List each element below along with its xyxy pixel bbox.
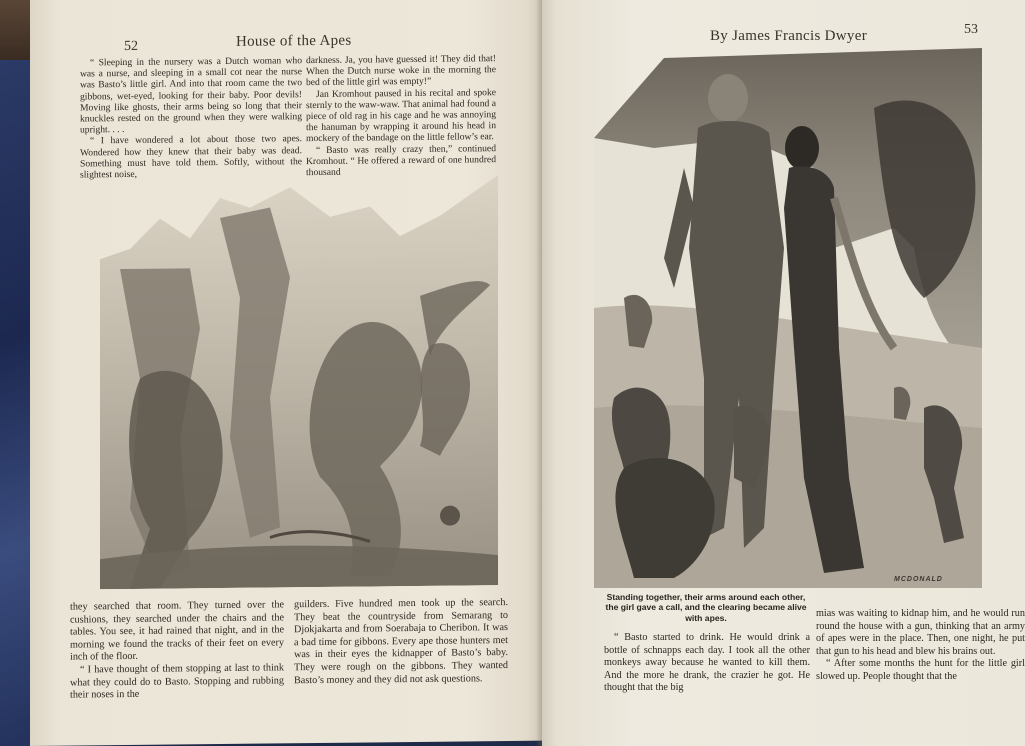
page-number-left: 52 — [124, 38, 138, 55]
right-bottom-column-2 — [816, 608, 1025, 684]
illustration-couple-with-apes — [594, 48, 982, 588]
left-bottom-column-2 — [294, 597, 508, 687]
paragraph: “ Sleeping in the nursery was a Dutch woman who was a nurse, and sleeping in a small cot near the nurse was Basto’s little girl. And into that room came the two gibbons, wet-eyed, looking for their baby. Poor devils! Moving like ghosts, their arms being so long that their knuckles rested on the ground when they were walking upright. . . . — [80, 55, 302, 136]
running-head-title: House of the Apes — [236, 32, 352, 50]
illustration-apes-jungle — [100, 175, 498, 589]
left-page — [30, 0, 542, 746]
paragraph: they searched that room. They turned over the cushions, they searched under the chairs and the tables. You see, it had rained that night, and in the morning we found the tracks of their feet on every inch of the floor. — [70, 599, 284, 663]
right-bottom-column-1 — [604, 632, 810, 695]
paragraph: guilders. Five hundred men took up the search. They beat the countryside from Semarang to Djokjakarta and from Soerabaja to Cheribon. It was a bad time for gibbons. Every ape those hunters met was in their eyes the kidnapper of Basto’s baby. They were rough on the gibbons. They wanted Basto’s money and they did not ask questions. — [294, 596, 508, 686]
paragraph: “ After some months the hunt for the little girl slowed up. People thought that the — [816, 658, 1025, 682]
paragraph: Jan Kromhout paused in his recital and spoke sternly to the waw-waw. That animal had found a piece of old rag in his cage and he was annoying the hanuman by wrapping it around his head in mockery of the bandage on the little fellow’s ear. — [306, 86, 496, 145]
paragraph: “ Basto started to drink. He would drink a bottle of schnapps each day. I took all the other monkeys away because he wanted to kill them. And the more he drank, the crazier he got. He thought that the big — [604, 632, 810, 694]
page-number-right: 53 — [964, 22, 978, 37]
left-bottom-column-1 — [70, 599, 284, 702]
illustration-caption: Standing together, their arms around each other, the girl gave a call, and the clearing became alive with apes. — [605, 592, 807, 623]
paragraph: darkness. Ja, you have guessed it! They did that! When the Dutch nurse woke in the morning the bed of the little girl was empty!” — [306, 53, 496, 89]
left-top-column-1 — [80, 55, 302, 181]
paragraph: “ Basto was really crazy then,” continued Kromhout. “ He offered a reward of one hundred thousand — [306, 142, 496, 179]
left-top-column-2 — [306, 53, 496, 178]
apes-jungle-drawing — [100, 175, 498, 589]
paragraph: “ I have wondered a lot about those two apes. Wondered how they knew that their baby was dead. Something must have told them. Softly, without the slightest noise, — [80, 133, 302, 181]
paragraph: “ I have thought of them stopping at last to think what they could do to Basto. Stopping and rubbing their noses in the — [70, 662, 284, 701]
paragraph: mias was waiting to kidnap him, and he would run round the house with a gun, thinking that an army of apes were in the place. Then, one night, he put that gun to his head and blew his brains out. — [816, 608, 1025, 657]
artist-signature: MCDONALD — [894, 576, 943, 583]
couple-apes-drawing — [594, 48, 982, 588]
running-head-author: By James Francis Dwyer — [710, 28, 867, 44]
right-page — [542, 0, 1025, 746]
